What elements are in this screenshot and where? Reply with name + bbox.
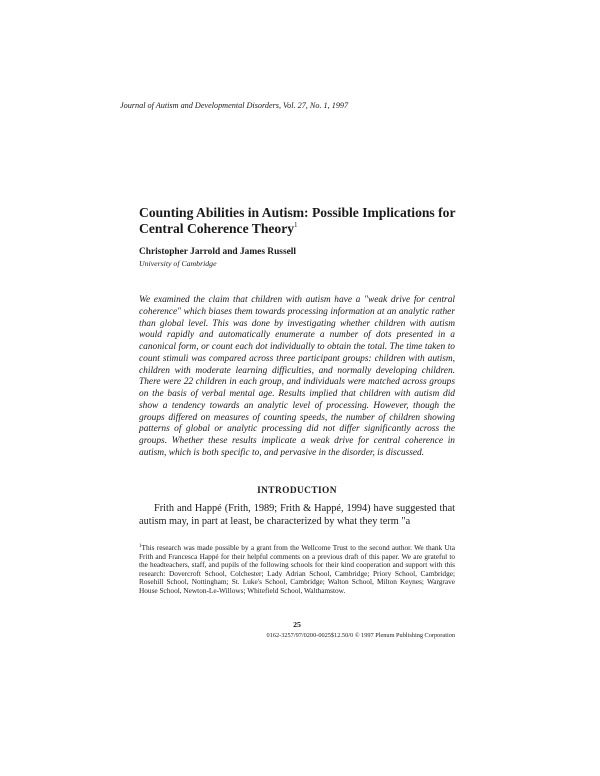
journal-header: Journal of Autism and Developmental Disorders, Vol. 27, No. 1, 1997 [120, 101, 349, 110]
article-title-text: Counting Abilities in Autism: Possible Implications for Central Coherence Theory [139, 205, 456, 236]
intro-paragraph: Frith and Happé (Frith, 1989; Frith & Happé, 1994) have suggested that autism may, in part at least, be characterized by what they term "a [139, 503, 455, 527]
article-authors: Christopher Jarrold and James Russell [139, 247, 296, 257]
copyright-line: 0162-3257/97/0200-0025$12.50/0 © 1997 Plenum Publishing Corporation [266, 632, 455, 639]
title-footnote-mark: 1 [294, 221, 298, 229]
section-heading-introduction: INTRODUCTION [257, 486, 337, 496]
article-title [139, 205, 479, 237]
author-affiliation: University of Cambridge [139, 259, 217, 268]
footnote-text: This research was made possible by a grant from the Wellcome Trust to the second author. We thank Uta Frith and Francesca Happé for their helpful comments on a previous draft of this paper. We are grateful to the headteachers, staff, and pupils of the following schools for their kind cooperation and support with this research: Dovercroft School, Colchester; Lady Adrian School, Cambridge; Priory School, Cambridge; Rosehill School, Nottingham; St. Luke's School, Cambridge; Walton School, Milton Keynes; Wargrave House School, Newton-Le-Willows; Whitefield School, Walthamstow. [139, 543, 455, 595]
abstract: We examined the claim that children with autism have a "weak drive for central coherence" which biases them towards processing information at an analytic rather than global level. This was done by investigating whether children with autism would rapidly and automatically enumerate a number of dots presented in a canonical form, or count each dot individually to obtain the total. The time taken to count stimuli was compared across three participant groups: children with autism, children with moderate learning difficulties, and normally developing children. There were 22 children in each group, and individuals were matched across groups on the basis of verbal mental age. Results implied that children with autism did show a tendency towards an analytic level of processing. However, though the groups differed on measures of counting speeds, the number of children showing patterns of global or analytic processing did not differ significantly across the groups. Whether these results implicate a weak drive for central coherence in autism, which is both specific to, and pervasive in the disorder, is discussed. [139, 295, 455, 458]
footnote-mark: 1 [139, 544, 142, 549]
page-number: 25 [293, 620, 301, 629]
footnote [139, 544, 455, 595]
